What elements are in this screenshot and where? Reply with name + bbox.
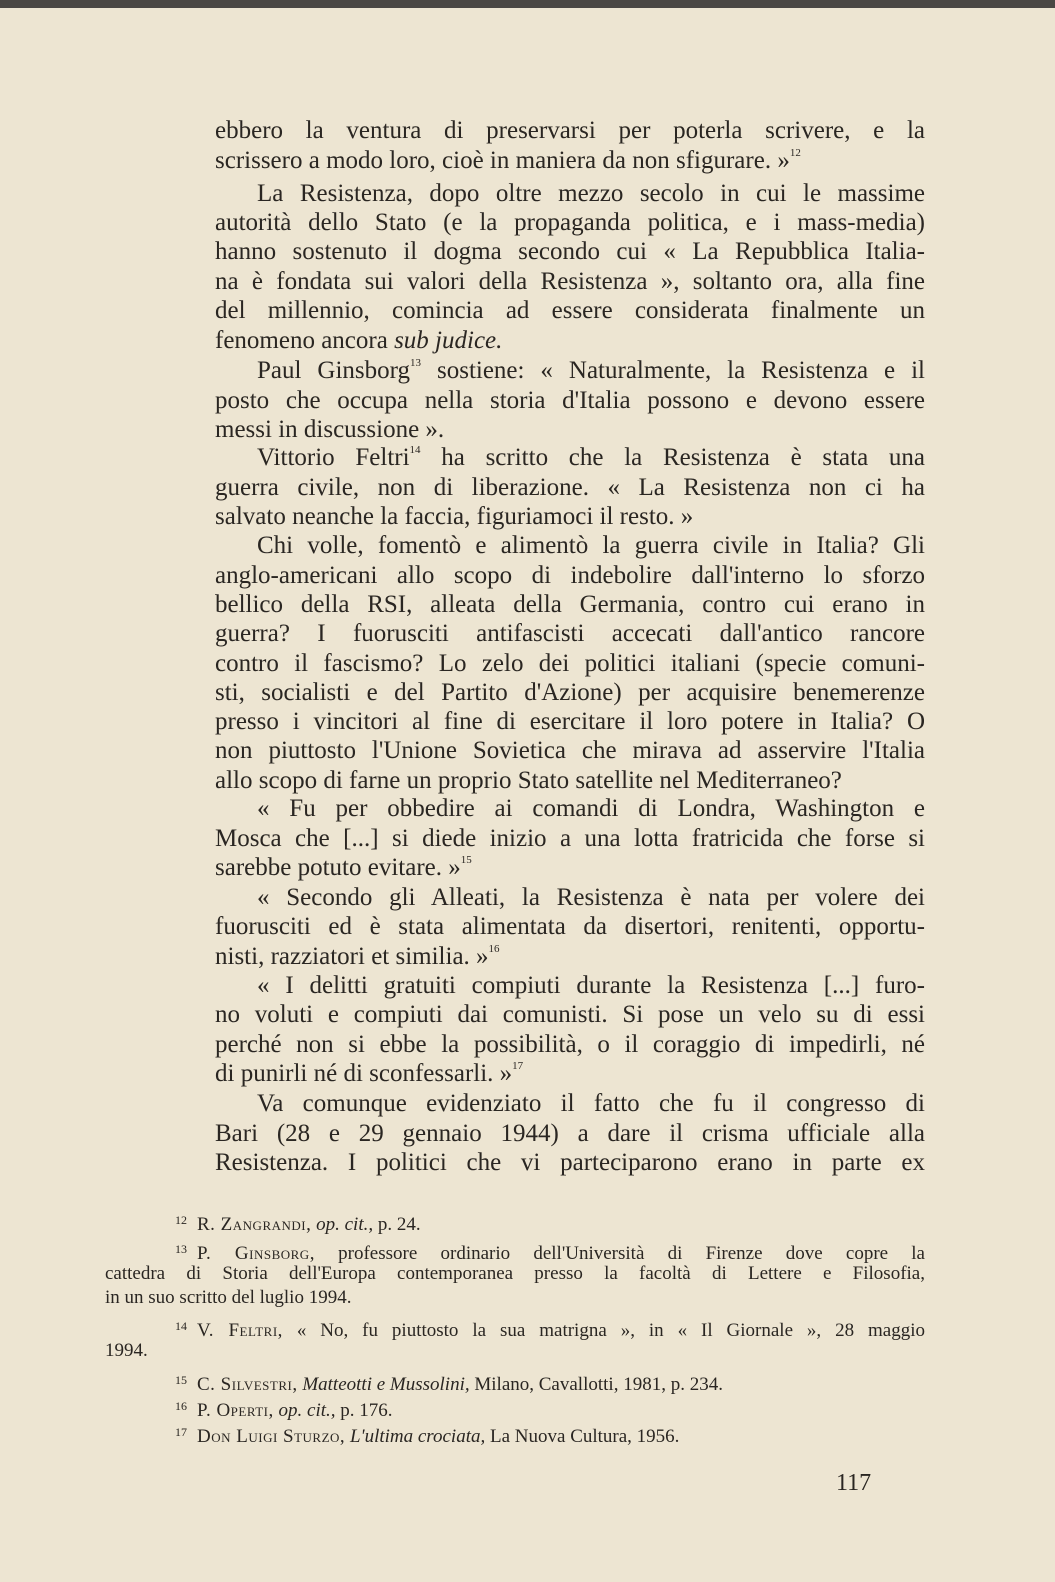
text-line: « Secondo gli Alleati, la Resistenza è nata per volere dei	[257, 884, 925, 911]
text-line: del millennio, comincia ad essere considerata finalmente un	[215, 297, 925, 324]
footnote-14: $^{14}$ V. Feltri, « No, fu piuttosto la sua matrigna », in « Il Giornale », 28 maggio	[175, 1319, 926, 1341]
footnote-ref: 15	[460, 854, 472, 866]
text-line: perché non si ebbe la possibilità, o il coraggio di impedirli, né	[215, 1031, 925, 1058]
text-line: presso i vincitori al fine di esercitare il loro potere in Italia? O	[215, 708, 925, 735]
text-line: autorità dello Stato (e la propaganda politica, e i mass-media)	[215, 209, 925, 236]
text-line: no voluti e compiuti dai comunisti. Si pose un velo su di essi	[215, 1001, 925, 1028]
footnote-13: $^{13}$ P. Ginsborg, professore ordinario dell'Università di Firenze dove copre la	[175, 1242, 925, 1264]
text-line: nisti, razziatori et similia. »$^{16}$	[215, 943, 500, 970]
text-line: fenomeno ancora sub judice.	[215, 327, 503, 354]
text-line: bellico della RSI, alleata della Germania, contro cui erano in	[215, 591, 925, 618]
text-line: salvato neanche la faccia, figuriamoci il resto. »	[215, 503, 694, 530]
footnote-13-line: cattedra di Storia dell'Europa contemporanea presso la facoltà di Lettere e Filosofia,	[105, 1263, 925, 1284]
text-line: scrissero a modo loro, cioè in maniera da non sfigurare. »$^{12}$	[215, 147, 801, 174]
text-line: posto che occupa nella storia d'Italia possono e devono essere	[215, 387, 925, 414]
text-line: sti, socialisti e del Partito d'Azione) per acquisire benemerenze	[215, 679, 925, 706]
footnote-16: $^{16}$ P. Operti, op. cit., p. 176.	[175, 1399, 393, 1421]
scan-top-edge	[0, 0, 1055, 8]
text-line: anglo-americani allo scopo di indebolire dall'interno lo sforzo	[215, 562, 925, 589]
text-line: hanno sostenuto il dogma secondo cui « La Repubblica Italia-	[215, 238, 925, 265]
footnote-17: $^{17}$ Don Luigi Sturzo, L'ultima crociata, La Nuova Cultura, 1956.	[175, 1425, 680, 1447]
footnote-13-line: in un suo scritto del luglio 1994.	[105, 1287, 352, 1308]
text-line: Paul Ginsborg$^{13}$ sostiene: « Naturalmente, la Resistenza e il	[257, 357, 925, 384]
text-line: « I delitti gratuiti compiuti durante la Resistenza [...] furo-	[257, 972, 925, 999]
footnote-ref: 13	[410, 357, 422, 369]
text-line: « Fu per obbedire ai comandi di Londra, Washington e	[257, 795, 925, 822]
text-line: ebbero la ventura di preservarsi per poterla scrivere, e la	[215, 117, 925, 144]
footnote-ref: 12	[789, 147, 801, 159]
text-line: La Resistenza, dopo oltre mezzo secolo in cui le massime	[257, 180, 925, 207]
text-line: Va comunque evidenziato il fatto che fu il congresso di	[257, 1090, 925, 1117]
text-line: Resistenza. I politici che vi parteciparono erano in parte ex	[215, 1149, 925, 1176]
text-line: Mosca che [...] si diede inizio a una lotta fratricida che forse si	[215, 825, 925, 852]
text-line: allo scopo di farne un proprio Stato satellite nel Mediterraneo?	[215, 767, 842, 794]
footnote-ref: 14	[409, 444, 421, 456]
text-line: guerra? I fuorusciti antifascisti accecati dall'antico rancore	[215, 620, 925, 647]
text-line: contro il fascismo? Lo zelo dei politici italiani (specie comuni-	[215, 650, 925, 677]
text-line: non piuttosto l'Unione Sovietica che mirava ad asservire l'Italia	[215, 737, 925, 764]
text-line: Bari (28 e 29 gennaio 1944) a dare il crisma ufficiale alla	[215, 1120, 925, 1147]
footnote-12: $^{12}$ R. Zangrandi, op. cit., p. 24.	[175, 1213, 421, 1235]
footnote-14-line: 1994.	[105, 1340, 148, 1361]
text-line: Chi volle, fomentò e alimentò la guerra civile in Italia? Gli	[257, 532, 925, 559]
text-line: na è fondata sui valori della Resistenza », soltanto ora, alla fine	[215, 268, 925, 295]
text-line: fuorusciti ed è stata alimentata da disertori, renitenti, opportu-	[215, 913, 925, 940]
footnote-ref: 17	[512, 1060, 524, 1072]
footnote-15: $^{15}$ C. Silvestri, Matteotti e Mussolini, Milano, Cavallotti, 1981, p. 234.	[175, 1373, 723, 1395]
text-line: messi in discussione ».	[215, 416, 445, 443]
footnote-ref: 16	[488, 943, 500, 955]
text-line: Vittorio Feltri$^{14}$ ha scritto che la Resistenza è stata una	[257, 444, 926, 471]
text-line: sarebbe potuto evitare. »$^{15}$	[215, 854, 472, 881]
page-number: 117	[836, 1470, 872, 1496]
text-line: guerra civile, non di liberazione. « La Resistenza non ci ha	[215, 474, 925, 501]
text-line: di punirli né di sconfessarli. »$^{17}$	[215, 1060, 524, 1087]
